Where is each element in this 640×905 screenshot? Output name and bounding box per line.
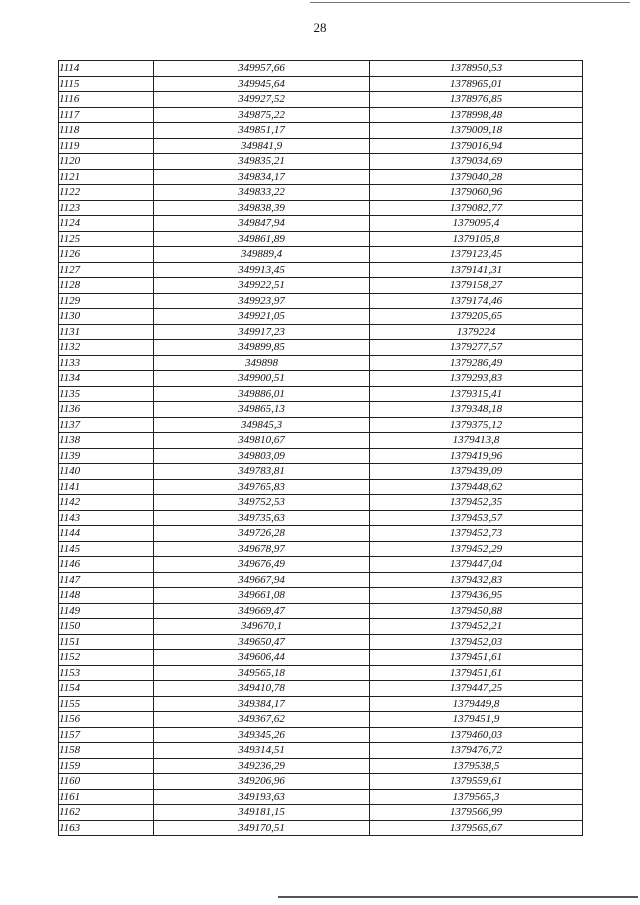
point-number-cell: 1123 xyxy=(59,200,154,216)
point-number-cell: 1117 xyxy=(59,107,154,123)
point-number-cell: 1127 xyxy=(59,262,154,278)
point-number-cell: 1136 xyxy=(59,402,154,418)
y-coordinate-cell: 1379476,72 xyxy=(370,743,583,759)
point-number-cell: 1135 xyxy=(59,386,154,402)
table-row xyxy=(59,433,583,449)
y-coordinate-cell: 1379452,73 xyxy=(370,526,583,542)
point-number-cell: 1160 xyxy=(59,774,154,790)
y-coordinate-cell: 1379451,61 xyxy=(370,665,583,681)
x-coordinate-cell: 349752,53 xyxy=(154,495,370,511)
point-number-cell: 1140 xyxy=(59,464,154,480)
point-number-cell: 1133 xyxy=(59,355,154,371)
y-coordinate-cell: 1379348,18 xyxy=(370,402,583,418)
x-coordinate-cell: 349834,17 xyxy=(154,169,370,185)
x-coordinate-cell: 349927,52 xyxy=(154,92,370,108)
table-row xyxy=(59,696,583,712)
point-number-cell: 1148 xyxy=(59,588,154,604)
point-number-cell: 1144 xyxy=(59,526,154,542)
table-row xyxy=(59,216,583,232)
y-coordinate-cell: 1378976,85 xyxy=(370,92,583,108)
table-row xyxy=(59,107,583,123)
table-row xyxy=(59,588,583,604)
x-coordinate-cell: 349841,9 xyxy=(154,138,370,154)
y-coordinate-cell: 1379040,28 xyxy=(370,169,583,185)
x-coordinate-cell: 349865,13 xyxy=(154,402,370,418)
table-row xyxy=(59,510,583,526)
table-row xyxy=(59,681,583,697)
point-number-cell: 1116 xyxy=(59,92,154,108)
table-row xyxy=(59,805,583,821)
table-row xyxy=(59,386,583,402)
y-coordinate-cell: 1379016,94 xyxy=(370,138,583,154)
y-coordinate-cell: 1379158,27 xyxy=(370,278,583,294)
x-coordinate-cell: 349889,4 xyxy=(154,247,370,263)
y-coordinate-cell: 1379449,8 xyxy=(370,696,583,712)
point-number-cell: 1139 xyxy=(59,448,154,464)
y-coordinate-cell: 1379123,45 xyxy=(370,247,583,263)
x-coordinate-cell: 349670,1 xyxy=(154,619,370,635)
x-coordinate-cell: 349367,62 xyxy=(154,712,370,728)
y-coordinate-cell: 1379538,5 xyxy=(370,758,583,774)
table-row xyxy=(59,495,583,511)
table-row xyxy=(59,619,583,635)
table-row xyxy=(59,247,583,263)
y-coordinate-cell: 1379452,21 xyxy=(370,619,583,635)
table-row xyxy=(59,479,583,495)
point-number-cell: 1159 xyxy=(59,758,154,774)
point-number-cell: 1153 xyxy=(59,665,154,681)
y-coordinate-cell: 1379419,96 xyxy=(370,448,583,464)
x-coordinate-cell: 349565,18 xyxy=(154,665,370,681)
table-row xyxy=(59,92,583,108)
point-number-cell: 1141 xyxy=(59,479,154,495)
table-row xyxy=(59,61,583,77)
table-row xyxy=(59,340,583,356)
point-number-cell: 1155 xyxy=(59,696,154,712)
y-coordinate-cell: 1379453,57 xyxy=(370,510,583,526)
x-coordinate-cell: 349384,17 xyxy=(154,696,370,712)
y-coordinate-cell: 1379447,04 xyxy=(370,557,583,573)
y-coordinate-cell: 1379375,12 xyxy=(370,417,583,433)
table-row xyxy=(59,138,583,154)
x-coordinate-cell: 349678,97 xyxy=(154,541,370,557)
point-number-cell: 1149 xyxy=(59,603,154,619)
table-row xyxy=(59,402,583,418)
x-coordinate-cell: 349875,22 xyxy=(154,107,370,123)
table-row xyxy=(59,665,583,681)
y-coordinate-cell: 1379439,09 xyxy=(370,464,583,480)
point-number-cell: 1163 xyxy=(59,820,154,836)
table-row xyxy=(59,309,583,325)
table-row xyxy=(59,76,583,92)
point-number-cell: 1122 xyxy=(59,185,154,201)
y-coordinate-cell: 1378998,48 xyxy=(370,107,583,123)
table-row xyxy=(59,603,583,619)
x-coordinate-cell: 349314,51 xyxy=(154,743,370,759)
point-number-cell: 1131 xyxy=(59,324,154,340)
y-coordinate-cell: 1379009,18 xyxy=(370,123,583,139)
point-number-cell: 1142 xyxy=(59,495,154,511)
x-coordinate-cell: 349922,51 xyxy=(154,278,370,294)
x-coordinate-cell: 349726,28 xyxy=(154,526,370,542)
y-coordinate-cell: 1379413,8 xyxy=(370,433,583,449)
table-row xyxy=(59,712,583,728)
point-number-cell: 1118 xyxy=(59,123,154,139)
x-coordinate-cell: 349835,21 xyxy=(154,154,370,170)
y-coordinate-cell: 1379451,61 xyxy=(370,650,583,666)
table-row xyxy=(59,650,583,666)
x-coordinate-cell: 349803,09 xyxy=(154,448,370,464)
table-row xyxy=(59,293,583,309)
point-number-cell: 1130 xyxy=(59,309,154,325)
table-row xyxy=(59,231,583,247)
x-coordinate-cell: 349900,51 xyxy=(154,371,370,387)
point-number-cell: 1154 xyxy=(59,681,154,697)
x-coordinate-cell: 349838,39 xyxy=(154,200,370,216)
y-coordinate-cell: 1379566,99 xyxy=(370,805,583,821)
y-coordinate-cell: 1379141,31 xyxy=(370,262,583,278)
table-row xyxy=(59,557,583,573)
y-coordinate-cell: 1379105,8 xyxy=(370,231,583,247)
y-coordinate-cell: 1379315,41 xyxy=(370,386,583,402)
table-row xyxy=(59,526,583,542)
y-coordinate-cell: 1379286,49 xyxy=(370,355,583,371)
x-coordinate-cell: 349345,26 xyxy=(154,727,370,743)
y-coordinate-cell: 1379436,95 xyxy=(370,588,583,604)
x-coordinate-cell: 349845,3 xyxy=(154,417,370,433)
y-coordinate-cell: 1379452,35 xyxy=(370,495,583,511)
y-coordinate-cell: 1379205,65 xyxy=(370,309,583,325)
x-coordinate-cell: 349765,83 xyxy=(154,479,370,495)
y-coordinate-cell: 1379174,46 xyxy=(370,293,583,309)
y-coordinate-cell: 1379452,03 xyxy=(370,634,583,650)
x-coordinate-cell: 349899,85 xyxy=(154,340,370,356)
y-coordinate-cell: 1379034,69 xyxy=(370,154,583,170)
x-coordinate-cell: 349181,15 xyxy=(154,805,370,821)
y-coordinate-cell: 1379565,67 xyxy=(370,820,583,836)
x-coordinate-cell: 349847,94 xyxy=(154,216,370,232)
table-row xyxy=(59,634,583,650)
y-coordinate-cell: 1379565,3 xyxy=(370,789,583,805)
x-coordinate-cell: 349667,94 xyxy=(154,572,370,588)
x-coordinate-cell: 349170,51 xyxy=(154,820,370,836)
y-coordinate-cell: 1379559,61 xyxy=(370,774,583,790)
table-row xyxy=(59,200,583,216)
table-row xyxy=(59,154,583,170)
x-coordinate-cell: 349410,78 xyxy=(154,681,370,697)
x-coordinate-cell: 349735,63 xyxy=(154,510,370,526)
table-row xyxy=(59,355,583,371)
x-coordinate-cell: 349669,47 xyxy=(154,603,370,619)
table-row xyxy=(59,820,583,836)
point-number-cell: 1152 xyxy=(59,650,154,666)
table-row xyxy=(59,572,583,588)
table-row xyxy=(59,743,583,759)
y-coordinate-cell: 1379095,4 xyxy=(370,216,583,232)
x-coordinate-cell: 349676,49 xyxy=(154,557,370,573)
point-number-cell: 1147 xyxy=(59,572,154,588)
table-row xyxy=(59,789,583,805)
x-coordinate-cell: 349650,47 xyxy=(154,634,370,650)
table-row xyxy=(59,169,583,185)
x-coordinate-cell: 349913,45 xyxy=(154,262,370,278)
y-coordinate-cell: 1379452,29 xyxy=(370,541,583,557)
x-coordinate-cell: 349898 xyxy=(154,355,370,371)
point-number-cell: 1115 xyxy=(59,76,154,92)
point-number-cell: 1138 xyxy=(59,433,154,449)
point-number-cell: 1151 xyxy=(59,634,154,650)
x-coordinate-cell: 349833,22 xyxy=(154,185,370,201)
scan-bottom-rule xyxy=(278,896,638,898)
point-number-cell: 1146 xyxy=(59,557,154,573)
y-coordinate-cell: 1379448,62 xyxy=(370,479,583,495)
x-coordinate-cell: 349206,96 xyxy=(154,774,370,790)
point-number-cell: 1121 xyxy=(59,169,154,185)
point-number-cell: 1158 xyxy=(59,743,154,759)
y-coordinate-cell: 1379224 xyxy=(370,324,583,340)
y-coordinate-cell: 1379082,77 xyxy=(370,200,583,216)
y-coordinate-cell: 1379293,83 xyxy=(370,371,583,387)
table-row xyxy=(59,324,583,340)
table-row xyxy=(59,448,583,464)
y-coordinate-cell: 1379451,9 xyxy=(370,712,583,728)
point-number-cell: 1125 xyxy=(59,231,154,247)
table-row xyxy=(59,541,583,557)
point-number-cell: 1157 xyxy=(59,727,154,743)
x-coordinate-cell: 349923,97 xyxy=(154,293,370,309)
table-row xyxy=(59,278,583,294)
point-number-cell: 1134 xyxy=(59,371,154,387)
x-coordinate-cell: 349957,66 xyxy=(154,61,370,77)
point-number-cell: 1161 xyxy=(59,789,154,805)
coordinates-table-body xyxy=(59,61,583,836)
point-number-cell: 1129 xyxy=(59,293,154,309)
x-coordinate-cell: 349851,17 xyxy=(154,123,370,139)
x-coordinate-cell: 349917,23 xyxy=(154,324,370,340)
page-number: 28 xyxy=(313,20,327,35)
y-coordinate-cell: 1378965,01 xyxy=(370,76,583,92)
x-coordinate-cell: 349810,67 xyxy=(154,433,370,449)
table-row xyxy=(59,727,583,743)
table-row xyxy=(59,417,583,433)
x-coordinate-cell: 349861,89 xyxy=(154,231,370,247)
point-number-cell: 1162 xyxy=(59,805,154,821)
point-number-cell: 1126 xyxy=(59,247,154,263)
y-coordinate-cell: 1379432,83 xyxy=(370,572,583,588)
table-row xyxy=(59,758,583,774)
point-number-cell: 1137 xyxy=(59,417,154,433)
coordinates-table xyxy=(58,60,583,836)
point-number-cell: 1120 xyxy=(59,154,154,170)
table-row xyxy=(59,774,583,790)
table-row xyxy=(59,185,583,201)
x-coordinate-cell: 349783,81 xyxy=(154,464,370,480)
y-coordinate-cell: 1379060,96 xyxy=(370,185,583,201)
table-row xyxy=(59,262,583,278)
y-coordinate-cell: 1378950,53 xyxy=(370,61,583,77)
point-number-cell: 1145 xyxy=(59,541,154,557)
y-coordinate-cell: 1379447,25 xyxy=(370,681,583,697)
point-number-cell: 1143 xyxy=(59,510,154,526)
y-coordinate-cell: 1379450,88 xyxy=(370,603,583,619)
x-coordinate-cell: 349886,01 xyxy=(154,386,370,402)
point-number-cell: 1119 xyxy=(59,138,154,154)
y-coordinate-cell: 1379277,57 xyxy=(370,340,583,356)
x-coordinate-cell: 349236,29 xyxy=(154,758,370,774)
point-number-cell: 1114 xyxy=(59,61,154,77)
x-coordinate-cell: 349945,64 xyxy=(154,76,370,92)
x-coordinate-cell: 349661,08 xyxy=(154,588,370,604)
y-coordinate-cell: 1379460,03 xyxy=(370,727,583,743)
point-number-cell: 1132 xyxy=(59,340,154,356)
x-coordinate-cell: 349921,05 xyxy=(154,309,370,325)
table-row xyxy=(59,371,583,387)
point-number-cell: 1128 xyxy=(59,278,154,294)
scan-top-rule xyxy=(310,2,630,3)
x-coordinate-cell: 349193,63 xyxy=(154,789,370,805)
table-row xyxy=(59,123,583,139)
point-number-cell: 1150 xyxy=(59,619,154,635)
point-number-cell: 1156 xyxy=(59,712,154,728)
table-row xyxy=(59,464,583,480)
x-coordinate-cell: 349606,44 xyxy=(154,650,370,666)
point-number-cell: 1124 xyxy=(59,216,154,232)
